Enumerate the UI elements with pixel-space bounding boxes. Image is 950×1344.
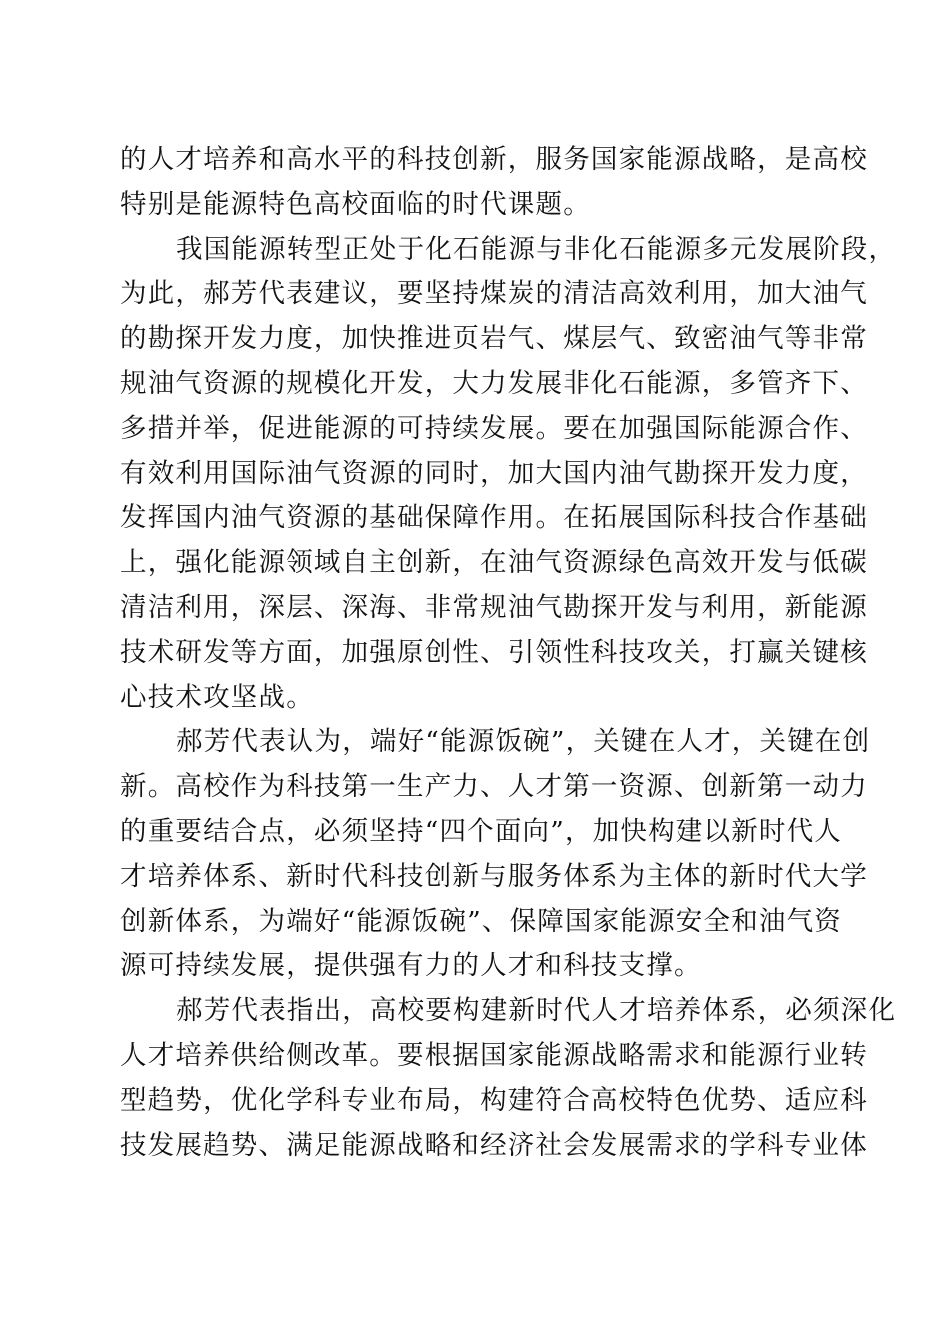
text-line: 创新体系，为端好“能源饭碗”、保障国家能源安全和油气资 [120, 905, 842, 937]
text-line: 技发展趋势、满足能源战略和经济社会发展需求的学科专业体 [120, 1129, 868, 1161]
text-line: 特别是能源特色高校面临的时代课题。 [120, 188, 591, 220]
text-line: 的人才培养和高水平的科技创新，服务国家能源战略，是高校 [120, 144, 868, 175]
article-body [120, 138, 897, 1168]
text-line: 人才培养供给侧改革。要根据国家能源战略需求和能源行业转 [120, 1039, 868, 1071]
text-line: 多措并举，促进能源的可持续发展。要在加强国际能源合作、 [120, 412, 868, 444]
text-line: 的重要结合点，必须坚持“四个面向”，加快构建以新时代人 [120, 815, 842, 847]
paragraph-start-line: 郝芳代表指出，高校要构建新时代人才培养体系，必须深化 [176, 995, 897, 1027]
text-line: 才培养体系、新时代科技创新与服务体系为主体的新时代大学 [120, 860, 868, 892]
text-line: 发挥国内油气资源的基础保障作用。在拓展国际科技合作基础 [120, 502, 868, 534]
text-line: 清洁利用，深层、深海、非常规油气勘探开发与利用，新能源 [120, 591, 868, 623]
text-line: 的勘探开发力度，加快推进页岩气、煤层气、致密油气等非常 [120, 323, 868, 355]
text-line: 型趋势，优化学科专业布局，构建符合高校特色优势、适应科 [120, 1084, 868, 1116]
text-line: 技术研发等方面，加强原创性、引领性科技攻关，打赢关键核 [120, 636, 868, 668]
text-line: 心技术攻坚战。 [120, 681, 314, 713]
text-line: 为此，郝芳代表建议，要坚持煤炭的清洁高效利用，加大油气 [120, 278, 868, 310]
paragraph-start-line: 郝芳代表认为，端好“能源饭碗”，关键在人才，关键在创 [176, 726, 871, 758]
text-line: 有效利用国际油气资源的同时，加大国内油气勘探开发力度， [120, 457, 868, 489]
text-line: 上，强化能源领域自主创新，在油气资源绿色高效开发与低碳 [120, 547, 868, 579]
text-line: 新。高校作为科技第一生产力、人才第一资源、创新第一动力 [120, 771, 868, 803]
paragraph-start-line: 我国能源转型正处于化石能源与非化石能源多元发展阶段， [176, 233, 897, 265]
text-line: 规油气资源的规模化开发，大力发展非化石能源，多管齐下、 [120, 367, 868, 399]
text-line: 源可持续发展，提供强有力的人才和科技支撑。 [120, 950, 702, 982]
